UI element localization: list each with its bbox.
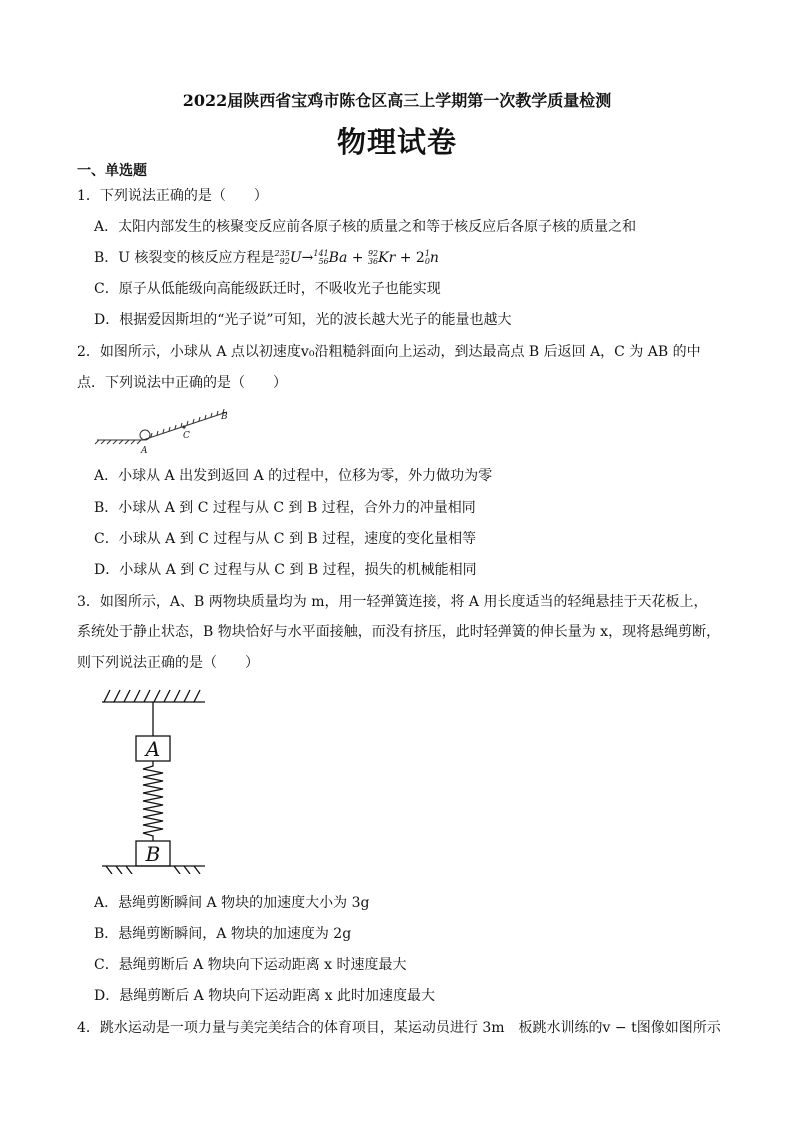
question-2-option-d: D．小球从 A 到 C 过程与从 C 到 B 过程，损失的机械能相同 (94, 562, 477, 578)
question-3-stem-line-2: 系统处于静止状态，B 物块恰好与水平面接触，而没有挤压，此时轻弹簧的伸长量为 x，现将悬绳剪断， (77, 624, 721, 640)
ceiling-hatching (104, 690, 200, 702)
label-a: A (141, 446, 148, 456)
question-3-option-a: A．悬绳剪断瞬间 A 物块的加速度大小为 3g (94, 895, 370, 911)
question-1-option-c: C．原子从低能级向高能级跃迁时，不吸收光子也能实现 (94, 281, 441, 297)
question-3-stem-line-3: 则下列说法正确的是（ ） (77, 655, 259, 671)
option-b-prefix: B．U 核裂变的核反应方程是 (94, 250, 275, 266)
question-1-option-a: A．太阳内部发生的核聚变反应前各原子核的质量之和等于核反应后各原子核的质量之和 (94, 219, 637, 235)
block-a-label: A (145, 737, 161, 761)
exam-title: 物理试卷 (336, 125, 457, 159)
question-3-option-b: B．悬绳剪断瞬间，A 物块的加速度为 2g (94, 926, 352, 942)
question-1-option-d: D．根据爱因斯坦的“光子说”可知，光的波长越大光子的能量也越大 (94, 312, 512, 328)
question-2-option-b: B．小球从 A 到 C 过程与从 C 到 B 过程，合外力的冲量相同 (94, 500, 476, 516)
question-1-option-b (94, 248, 439, 268)
question-4-stem-line-1: 4．跳水运动是一项力量与美完美结合的体育项目，某运动员进行 3m 板跳水训练的v − t图像如图所示 (77, 1020, 721, 1036)
question-2-option-a: A．小球从 A 出发到返回 A 的过程中，位移为零，外力做功为零 (94, 468, 493, 484)
exam-subtitle: 2022届陕西省宝鸡市陈仓区高三上学期第一次教学质量检测 (182, 91, 612, 110)
question-1-stem: 1．下列说法正确的是（ ） (77, 188, 268, 204)
question-2-option-c: C．小球从 A 到 C 过程与从 C 到 B 过程，速度的变化量相等 (94, 531, 477, 547)
label-c: C (183, 431, 190, 441)
question-3-option-c: C．悬绳剪断后 A 物块向下运动距离 x 时速度最大 (94, 957, 407, 973)
ground-hatching (95, 440, 141, 444)
spring-blocks-diagram (100, 684, 210, 874)
fission-equation: 235 92U→141 56Ba + 92 36Kr + 21 0n (274, 249, 439, 266)
spring (143, 761, 163, 841)
incline-diagram (95, 400, 245, 460)
label-b: B (221, 412, 228, 422)
ball (140, 430, 150, 440)
section-heading: 一、单选题 (77, 163, 147, 179)
question-3-stem-line-1: 3．如图所示，A、B 两物块质量均为 m，用一轻弹簧连接，将 A 用长度适当的轻绳悬挂于天花板上， (77, 594, 708, 610)
block-b-label: B (145, 842, 161, 866)
point-c-dot (182, 425, 185, 428)
question-3-option-d: D．悬绳剪断后 A 物块向下运动距离 x 此时加速度最大 (94, 988, 436, 1004)
question-2-stem-line-2: 点．下列说法中正确的是（ ） (77, 375, 287, 391)
floor-hatching (106, 866, 200, 874)
question-2-stem-line-1: 2．如图所示，小球从 A 点以初速度v₀沿粗糙斜面向上运动，到达最高点 B 后返回 A，C 为 AB 的中 (77, 344, 701, 360)
